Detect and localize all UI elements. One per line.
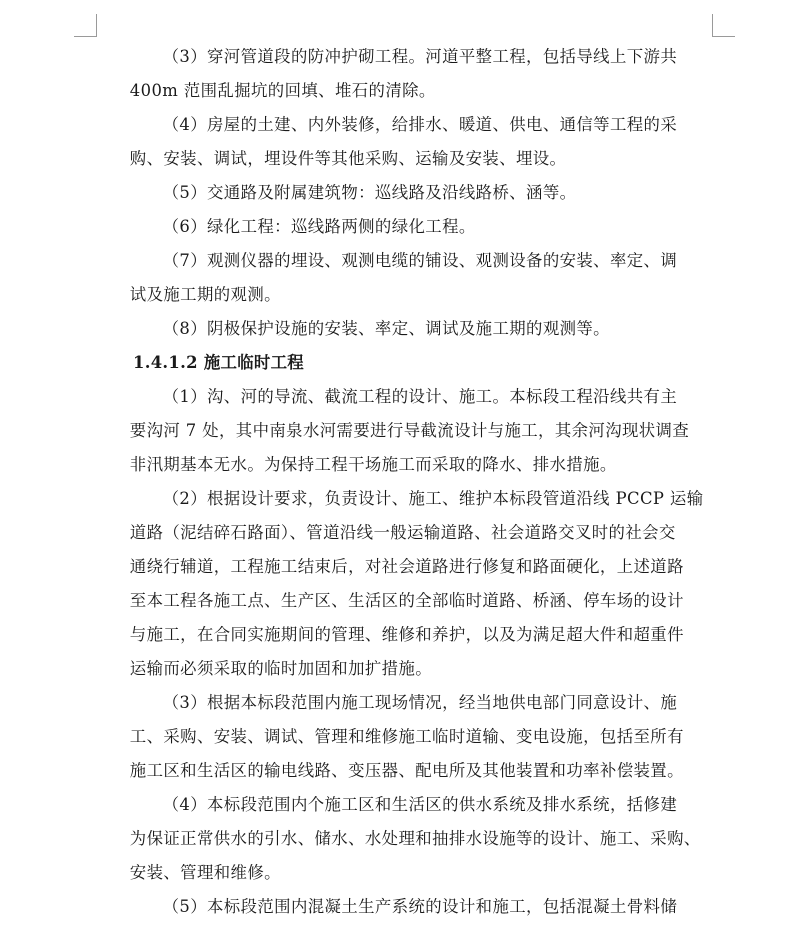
paragraph-3: （3）穿河管道段的防冲护砌工程。河道平整工程，包括导线上下游共 400m 范围乱掘坑的回填、堆石的清除。 bbox=[129, 47, 678, 100]
temp-paragraph-5: （5）本标段范围内混凝土生产系统的设计和施工，包括混凝土骨料储 bbox=[162, 897, 678, 916]
temp-paragraph-4: （4）本标段范围内个施工区和生活区的供水系统及排水系统，括修建 为保证正常供水的引水、储水、水处理和抽排水设施等的设计、施工、采购、 安装、管理和维修。 bbox=[129, 795, 701, 882]
temp-paragraph-2: （2）根据设计要求，负责设计、施工、维护本标段管道沿线 PCCP 运输 道路（泥结碎石路面）、管道沿线一般运输道路、社会道路交叉时的社会交 通绕行辅道，工程施工结束后，对社会道路进行修复和路面硬化，上述道路 至本工程各施工点、生产区、生活区的全部临时道路、桥涵、停车场的设计 与施工，在合同实施期间的管理、维修和养护，以及为满足超大件和超重件 运输而必须采取的临时加固和加扩措施。 bbox=[129, 489, 704, 678]
section-heading: 1.4.1.2 施工临时工程 bbox=[133, 353, 304, 372]
paragraph-4: （4）房屋的土建、内外装修，给排水、暖道、供电、通信等工程的采 购、安装、调试，埋设件等其他采购、运输及安装、埋设。 bbox=[129, 115, 678, 168]
paragraph-6: （6）绿化工程：巡线路两侧的绿化工程。 bbox=[162, 217, 476, 236]
paragraph-7: （7）观测仪器的埋设、观测电缆的铺设、观测设备的安装、率定、调 试及施工期的观测。 bbox=[129, 251, 678, 304]
temp-paragraph-1: （1）沟、河的导流、截流工程的设计、施工。本标段工程沿线共有主 要沟河 7 处，其中南泉水河需要进行导截流设计与施工，其余河沟现状调查 非汛期基本无水。为保持工程干场施工而采取的降水、排水措施。 bbox=[129, 387, 690, 474]
margin-corner-mark-right bbox=[712, 14, 735, 37]
margin-corner-mark-left bbox=[74, 14, 97, 37]
paragraph-5: （5）交通路及附属建筑物：巡线路及沿线路桥、涵等。 bbox=[162, 183, 577, 202]
temp-paragraph-3: （3）根据本标段范围内施工现场情况，经当地供电部门同意设计、施 工、采购、安装、调试、管理和维修施工临时道输、变电设施，包括至所有 施工区和生活区的输电线路、变压器、配电所及其他装置和功率补偿装置。 bbox=[129, 693, 684, 780]
paragraph-8: （8）阴极保护设施的安装、率定、调试及施工期的观测等。 bbox=[162, 319, 610, 338]
document-body[interactable] bbox=[97, 40, 712, 924]
